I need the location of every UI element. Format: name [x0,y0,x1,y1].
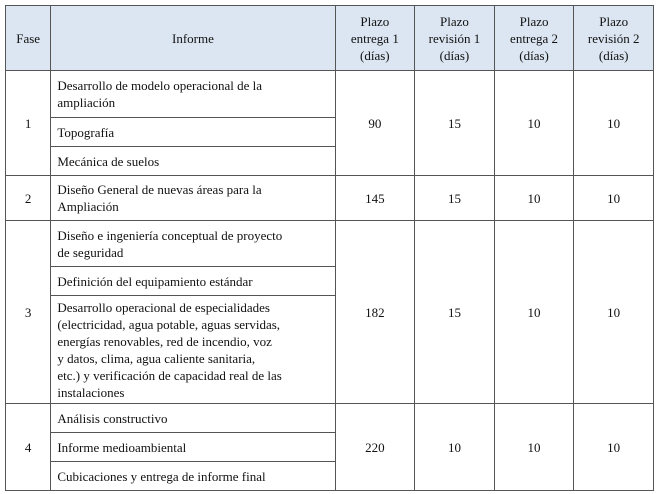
plazo-entrega-1-cell: 145 [335,176,415,221]
plazo-entrega-1-cell: 90 [335,71,415,176]
plazo-revision-2-cell: 10 [574,71,654,176]
plazo-revision-1-cell: 10 [415,404,495,491]
header-plazo-revision-1: Plazo revisión 1 (días) [415,6,495,71]
fase-cell: 1 [6,71,51,176]
informe-cell: Desarrollo de modelo operacional de la ampliación [51,71,335,118]
fase-cell: 3 [6,221,51,404]
plazo-revision-1-cell: 15 [415,71,495,176]
plazo-revision-1-cell: 15 [415,176,495,221]
plazo-entrega-2-cell: 10 [494,404,574,491]
plazos-table [5,5,654,491]
plazo-revision-2-cell: 10 [574,404,654,491]
table-row [6,404,654,433]
header-plazo-entrega-2: Plazo entrega 2 (días) [494,6,574,71]
plazo-revision-2-cell: 10 [574,221,654,404]
fase-cell: 2 [6,176,51,221]
informe-cell: Mecánica de suelos [51,147,335,176]
informe-cell: Definición del equipamiento estándar [51,267,335,296]
informe-cell: Diseño General de nuevas áreas para la Ampliación [51,176,335,221]
header-plazo-revision-2: Plazo revisión 2 (días) [574,6,654,71]
informe-cell: Análisis constructivo [51,404,335,433]
informe-cell: Topografía [51,118,335,147]
header-informe: Informe [51,6,335,71]
plazo-revision-1-cell: 15 [415,221,495,404]
plazo-entrega-2-cell: 10 [494,221,574,404]
header-row [6,6,654,71]
informe-cell: Diseño e ingeniería conceptual de proyecto de seguridad [51,221,335,267]
plazo-revision-2-cell: 10 [574,176,654,221]
plazo-entrega-2-cell: 10 [494,176,574,221]
table-row [6,176,654,221]
plazo-entrega-1-cell: 220 [335,404,415,491]
table-row [6,71,654,118]
table-row [6,221,654,267]
header-fase: Fase [6,6,51,71]
plazo-entrega-1-cell: 182 [335,221,415,404]
informe-cell: Desarrollo operacional de especialidades (electricidad, agua potable, aguas servidas, energías renovables, red de incendio, voz y datos, clima, agua caliente sanitaria, etc.) y verificación de capacidad real de las instalaciones [51,296,335,404]
plazo-entrega-2-cell: 10 [494,71,574,176]
header-plazo-entrega-1: Plazo entrega 1 (días) [335,6,415,71]
informe-cell: Informe medioambiental [51,433,335,462]
informe-cell: Cubicaciones y entrega de informe final [51,462,335,491]
fase-cell: 4 [6,404,51,491]
